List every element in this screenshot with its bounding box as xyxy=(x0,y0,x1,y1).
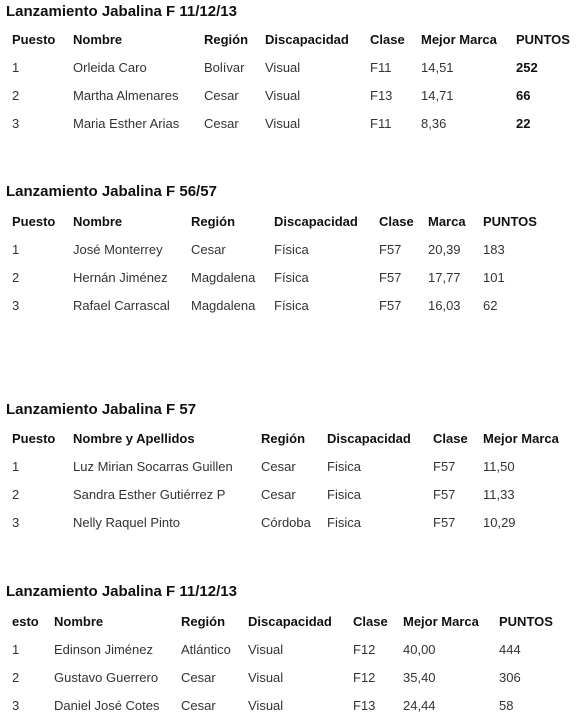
header-cell: Mejor Marca xyxy=(483,431,559,446)
table-cell: 14,51 xyxy=(421,60,454,75)
header-cell: PUNTOS xyxy=(499,614,553,629)
table-cell: Fisica xyxy=(327,515,361,530)
table-cell: 306 xyxy=(499,670,521,685)
table-cell: F11 xyxy=(370,60,392,75)
table-cell: Edinson Jiménez xyxy=(54,642,153,657)
header-cell: Nombre xyxy=(73,32,123,47)
table-cell: 35,40 xyxy=(403,670,436,685)
table-cell: Martha Almenares xyxy=(73,88,179,103)
table-cell: 62 xyxy=(483,298,498,313)
header-cell: Nombre y Apellidos xyxy=(73,431,195,446)
header-cell: Discapacidad xyxy=(265,32,349,47)
header-cell: Mejor Marca xyxy=(403,614,479,629)
table-cell: Visual xyxy=(265,116,301,131)
table-cell: F57 xyxy=(379,298,402,313)
header-cell: Clase xyxy=(433,431,468,446)
header-cell: Nombre xyxy=(73,214,123,229)
table-row xyxy=(0,670,576,698)
table-cell: 1 xyxy=(12,242,20,257)
header-cell: Marca xyxy=(428,214,466,229)
table-cell: Maria Esther Arias xyxy=(73,116,180,131)
header-cell: Región xyxy=(181,614,226,629)
table-cell: F12 xyxy=(353,670,376,685)
table-row xyxy=(0,270,576,298)
header-cell: Mejor Marca xyxy=(421,32,497,47)
table-header-row xyxy=(0,431,576,459)
table-cell: 101 xyxy=(483,270,505,285)
table-cell: Cesar xyxy=(204,88,239,103)
table-cell: Cesar xyxy=(191,242,226,257)
table-cell: 17,77 xyxy=(428,270,461,285)
table-header-row xyxy=(0,614,576,642)
header-cell: Discapacidad xyxy=(274,214,358,229)
table-row xyxy=(0,88,576,116)
table-cell: Córdoba xyxy=(261,515,311,530)
table-row xyxy=(0,60,576,88)
header-cell: Región xyxy=(261,431,306,446)
table-cell: Sandra Esther Gutiérrez P xyxy=(73,487,226,502)
table-cell: Física xyxy=(274,242,309,257)
table-cell: 22 xyxy=(516,116,531,131)
table-cell: 1 xyxy=(12,60,20,75)
header-cell: Región xyxy=(191,214,236,229)
section-title: Lanzamiento Jabalina F 57 xyxy=(6,401,197,418)
table-cell: 40,00 xyxy=(403,642,436,657)
table-cell: Visual xyxy=(248,698,284,713)
table-cell: 1 xyxy=(12,642,20,657)
header-cell: Nombre xyxy=(54,614,104,629)
table-cell: Cesar xyxy=(261,487,296,502)
header-cell: Puesto xyxy=(12,32,56,47)
table-header-row xyxy=(0,214,576,242)
table-row xyxy=(0,242,576,270)
table-cell: Rafael Carrascal xyxy=(73,298,170,313)
table-cell: 58 xyxy=(499,698,514,713)
table-cell: 24,44 xyxy=(403,698,436,713)
table-cell: Cesar xyxy=(181,670,216,685)
table-cell: F11 xyxy=(370,116,392,131)
table-cell: Cesar xyxy=(181,698,216,713)
table-cell: Visual xyxy=(265,60,301,75)
table-cell: Luz Mirian Socarras Guillen xyxy=(73,459,233,474)
table-cell: Gustavo Guerrero xyxy=(54,670,159,685)
table-cell: Cesar xyxy=(261,459,296,474)
table-cell: Visual xyxy=(265,88,301,103)
table-cell: 3 xyxy=(12,298,20,313)
header-cell: Región xyxy=(204,32,249,47)
table-cell: Física xyxy=(274,298,309,313)
table-cell: Orleida Caro xyxy=(73,60,147,75)
header-cell: PUNTOS xyxy=(483,214,537,229)
table-cell: F57 xyxy=(379,270,402,285)
header-cell: Puesto xyxy=(12,214,56,229)
table-row xyxy=(0,459,576,487)
table-cell: Visual xyxy=(248,670,284,685)
table-cell: 14,71 xyxy=(421,88,454,103)
table-cell: 2 xyxy=(12,88,20,103)
table-cell: 2 xyxy=(12,270,20,285)
header-cell: esto xyxy=(12,614,39,629)
table-cell: 183 xyxy=(483,242,505,257)
table-cell: 11,50 xyxy=(483,459,515,474)
table-cell: 252 xyxy=(516,60,538,75)
table-cell: F57 xyxy=(379,242,402,257)
header-cell: Puesto xyxy=(12,431,56,446)
table-cell: 2 xyxy=(12,487,20,502)
header-cell: Discapacidad xyxy=(327,431,411,446)
section-title: Lanzamiento Jabalina F 56/57 xyxy=(6,183,217,200)
table-cell: Fisica xyxy=(327,459,361,474)
table-row xyxy=(0,515,576,543)
section-title: Lanzamiento Jabalina F 11/12/13 xyxy=(6,583,237,600)
table-cell: 3 xyxy=(12,116,20,131)
table-cell: 10,29 xyxy=(483,515,516,530)
table-row xyxy=(0,487,576,515)
table-cell: Fisica xyxy=(327,487,361,502)
table-header-row xyxy=(0,32,576,60)
table-cell: 444 xyxy=(499,642,521,657)
table-cell: F57 xyxy=(433,515,456,530)
header-cell: Clase xyxy=(379,214,414,229)
table-cell: 1 xyxy=(12,459,20,474)
table-cell: 3 xyxy=(12,698,20,713)
table-cell: Hernán Jiménez xyxy=(73,270,168,285)
table-row xyxy=(0,642,576,670)
section-title: Lanzamiento Jabalina F 11/12/13 xyxy=(6,3,237,20)
table-cell: Magdalena xyxy=(191,270,256,285)
table-cell: Magdalena xyxy=(191,298,256,313)
table-cell: F57 xyxy=(433,459,456,474)
header-cell: Clase xyxy=(353,614,388,629)
table-cell: F13 xyxy=(353,698,376,713)
table-cell: 20,39 xyxy=(428,242,461,257)
table-cell: 11,33 xyxy=(483,487,515,502)
table-cell: 8,36 xyxy=(421,116,447,131)
table-cell: Daniel José Cotes xyxy=(54,698,160,713)
header-cell: PUNTOS xyxy=(516,32,570,47)
table-cell: José Monterrey xyxy=(73,242,163,257)
table-cell: 16,03 xyxy=(428,298,461,313)
table-cell: 3 xyxy=(12,515,20,530)
table-cell: Visual xyxy=(248,642,284,657)
header-cell: Clase xyxy=(370,32,405,47)
table-row xyxy=(0,116,576,144)
header-cell: Discapacidad xyxy=(248,614,332,629)
table-cell: F13 xyxy=(370,88,393,103)
table-cell: Atlántico xyxy=(181,642,231,657)
table-cell: Cesar xyxy=(204,116,239,131)
table-cell: Nelly Raquel Pinto xyxy=(73,515,180,530)
table-cell: F12 xyxy=(353,642,376,657)
table-cell: 66 xyxy=(516,88,531,103)
table-cell: F57 xyxy=(433,487,456,502)
table-row xyxy=(0,698,576,726)
table-cell: 2 xyxy=(12,670,20,685)
table-row xyxy=(0,298,576,326)
table-cell: Bolívar xyxy=(204,60,245,75)
table-cell: Física xyxy=(274,270,309,285)
